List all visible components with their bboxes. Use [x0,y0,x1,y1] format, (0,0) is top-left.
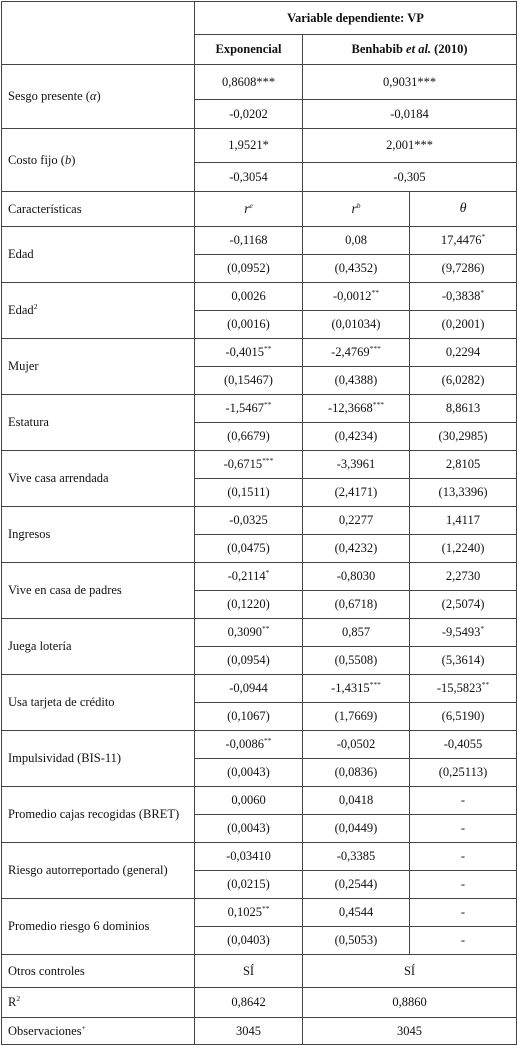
table-row [2,227,517,255]
coefficient-cell: 0,0026 [195,283,303,311]
coefficient-cell: 0,1025** [195,899,303,927]
variable-label: Impulsividad (BIS-11) [2,731,195,787]
std-error-cell: (0,5053) [303,927,410,955]
variable-label: Mujer [2,339,195,395]
variable-label: Vive en casa de padres [2,563,195,619]
std-error-cell: (9,7286) [410,255,517,283]
std-error-cell: (0,6679) [195,423,303,451]
std-error-cell: (0,2544) [303,871,410,899]
std-error-cell: (13,3396) [410,479,517,507]
std-error-cell: (30,2985) [410,423,517,451]
variable-label: Usa tarjeta de crédito [2,675,195,731]
coefficient-cell: -0,2114* [195,563,303,591]
std-error-cell: (0,0836) [303,759,410,787]
costo-label: Costo fijo (b) [2,129,195,192]
std-error-cell: (0,0403) [195,927,303,955]
r2-row [2,988,517,1018]
coefficient-cell: -0,0944 [195,675,303,703]
variable-label: Promedio cajas recogidas (BRET) [2,787,195,843]
characteristics-label: Características [2,192,195,227]
sesgo-exp-coef: 0,8608*** [195,65,303,100]
std-error-cell: (0,1511) [195,479,303,507]
costo-ben-coef: 2,001*** [303,129,517,163]
col-rb-header: $r^b$ [303,192,410,227]
coefficient-cell: -0,0086** [195,731,303,759]
coefficient-cell: 0,3090** [195,619,303,647]
std-error-cell: (0,0475) [195,535,303,563]
coefficient-cell: -0,4055 [410,731,517,759]
otros-row [2,955,517,988]
obs-label: Observaciones+ [2,1018,195,1045]
coefficient-cell: 0,857 [303,619,410,647]
std-error-cell: - [410,815,517,843]
r2-exp-value: 0,8642 [195,988,303,1018]
std-error-cell: (1,7669) [303,703,410,731]
r2-label: $R^2$ [2,988,195,1018]
costo-exp-se: -0,3054 [195,163,303,192]
coefficient-cell: -0,03410 [195,843,303,871]
costo-coef-row [2,129,517,163]
variable-label: Ingresos [2,507,195,563]
coefficient-cell: -0,3838* [410,283,517,311]
std-error-cell: (0,2001) [410,311,517,339]
coefficient-cell: -9,5493* [410,619,517,647]
std-error-cell: (2,4171) [303,479,410,507]
coefficient-cell: -0,0012** [303,283,410,311]
coefficient-cell: - [410,843,517,871]
obs-row [2,1018,517,1045]
table-row [2,339,517,367]
variable-label: Edad [2,227,195,283]
std-error-cell: (0,0016) [195,311,303,339]
coefficient-cell: 0,0060 [195,787,303,815]
coefficient-cell: 0,08 [303,227,410,255]
coefficient-cell: 8,8613 [410,395,517,423]
variable-label: Promedio riesgo 6 dominios [2,899,195,955]
table-row [2,395,517,423]
coefficient-cell: - [410,899,517,927]
coefficient-cell: -0,3385 [303,843,410,871]
coefficient-cell: -12,3668*** [303,395,410,423]
otros-label: Otros controles [2,955,195,988]
std-error-cell: (0,4232) [303,535,410,563]
table-row [2,507,517,535]
sesgo-ben-se: -0,0184 [303,100,517,129]
sesgo-label: Sesgo presente (α) [2,65,195,129]
variable-label: Edad$^2$ [2,283,195,339]
variable-label: Juega lotería [2,619,195,675]
costo-exp-coef: 1,9521* [195,129,303,163]
std-error-cell: - [410,927,517,955]
std-error-cell: (0,01034) [303,311,410,339]
header-row-group [2,2,517,35]
coefficient-cell: -1,4315*** [303,675,410,703]
table-row [2,619,517,647]
std-error-cell: (0,0954) [195,647,303,675]
characteristics-header-row [2,192,517,227]
std-error-cell: (0,4234) [303,423,410,451]
std-error-cell: (1,2240) [410,535,517,563]
coefficient-cell: 17,4476* [410,227,517,255]
coefficient-cell: -0,0502 [303,731,410,759]
std-error-cell: (2,5074) [410,591,517,619]
otros-exp-value: SÍ [195,955,303,988]
table-row [2,731,517,759]
col-re-header: $r^e$ [195,192,303,227]
std-error-cell: - [410,871,517,899]
costo-ben-se: -0,305 [303,163,517,192]
table-row [2,787,517,815]
std-error-cell: (0,0952) [195,255,303,283]
coefficient-cell: 2,2730 [410,563,517,591]
dependent-variable-header: Variable dependiente: VP [195,2,517,35]
table-row [2,283,517,311]
std-error-cell: (0,0043) [195,759,303,787]
variable-label: Riesgo autorreportado (general) [2,843,195,899]
std-error-cell: (0,1067) [195,703,303,731]
std-error-cell: (0,0449) [303,815,410,843]
coefficient-cell: -15,5823** [410,675,517,703]
coefficient-cell: -1,5467** [195,395,303,423]
std-error-cell: (0,6718) [303,591,410,619]
coefficient-cell: -0,0325 [195,507,303,535]
obs-ben-value: 3045 [303,1018,517,1045]
otros-ben-value: SÍ [303,955,517,988]
table-row [2,563,517,591]
coefficient-cell: 0,2277 [303,507,410,535]
coefficient-cell: -0,6715*** [195,451,303,479]
std-error-cell: (0,0215) [195,871,303,899]
table-row [2,899,517,927]
coefficient-cell: 0,2294 [410,339,517,367]
table-row [2,451,517,479]
std-error-cell: (5,3614) [410,647,517,675]
std-error-cell: (0,1220) [195,591,303,619]
coefficient-cell: -0,8030 [303,563,410,591]
header-empty-cell [2,2,195,65]
table-row [2,675,517,703]
coefficient-cell: 2,8105 [410,451,517,479]
coefficient-cell: -2,4769*** [303,339,410,367]
coefficient-cell: -0,4015** [195,339,303,367]
coefficient-cell: 0,4544 [303,899,410,927]
std-error-cell: (0,4388) [303,367,410,395]
regression-table [1,1,517,1045]
coefficient-cell: - [410,787,517,815]
sesgo-ben-coef: 0,9031*** [303,65,517,100]
sesgo-coef-row [2,65,517,100]
std-error-cell: (0,25113) [410,759,517,787]
coefficient-cell: 0,0418 [303,787,410,815]
coefficient-cell: -0,1168 [195,227,303,255]
table-row [2,843,517,871]
sesgo-exp-se: -0,0202 [195,100,303,129]
std-error-cell: (6,5190) [410,703,517,731]
header-benhabib: Benhabib et al. (2010) [303,35,517,65]
r2-ben-value: 0,8860 [303,988,517,1018]
obs-exp-value: 3045 [195,1018,303,1045]
std-error-cell: (6,0282) [410,367,517,395]
variable-label: Estatura [2,395,195,451]
header-exponencial: Exponencial [195,35,303,65]
std-error-cell: (0,4352) [303,255,410,283]
coefficient-cell: -3,3961 [303,451,410,479]
std-error-cell: (0,5508) [303,647,410,675]
std-error-cell: (0,0043) [195,815,303,843]
std-error-cell: (0,15467) [195,367,303,395]
coefficient-cell: 1,4117 [410,507,517,535]
col-theta-header: θ [410,192,517,227]
variable-label: Vive casa arrendada [2,451,195,507]
